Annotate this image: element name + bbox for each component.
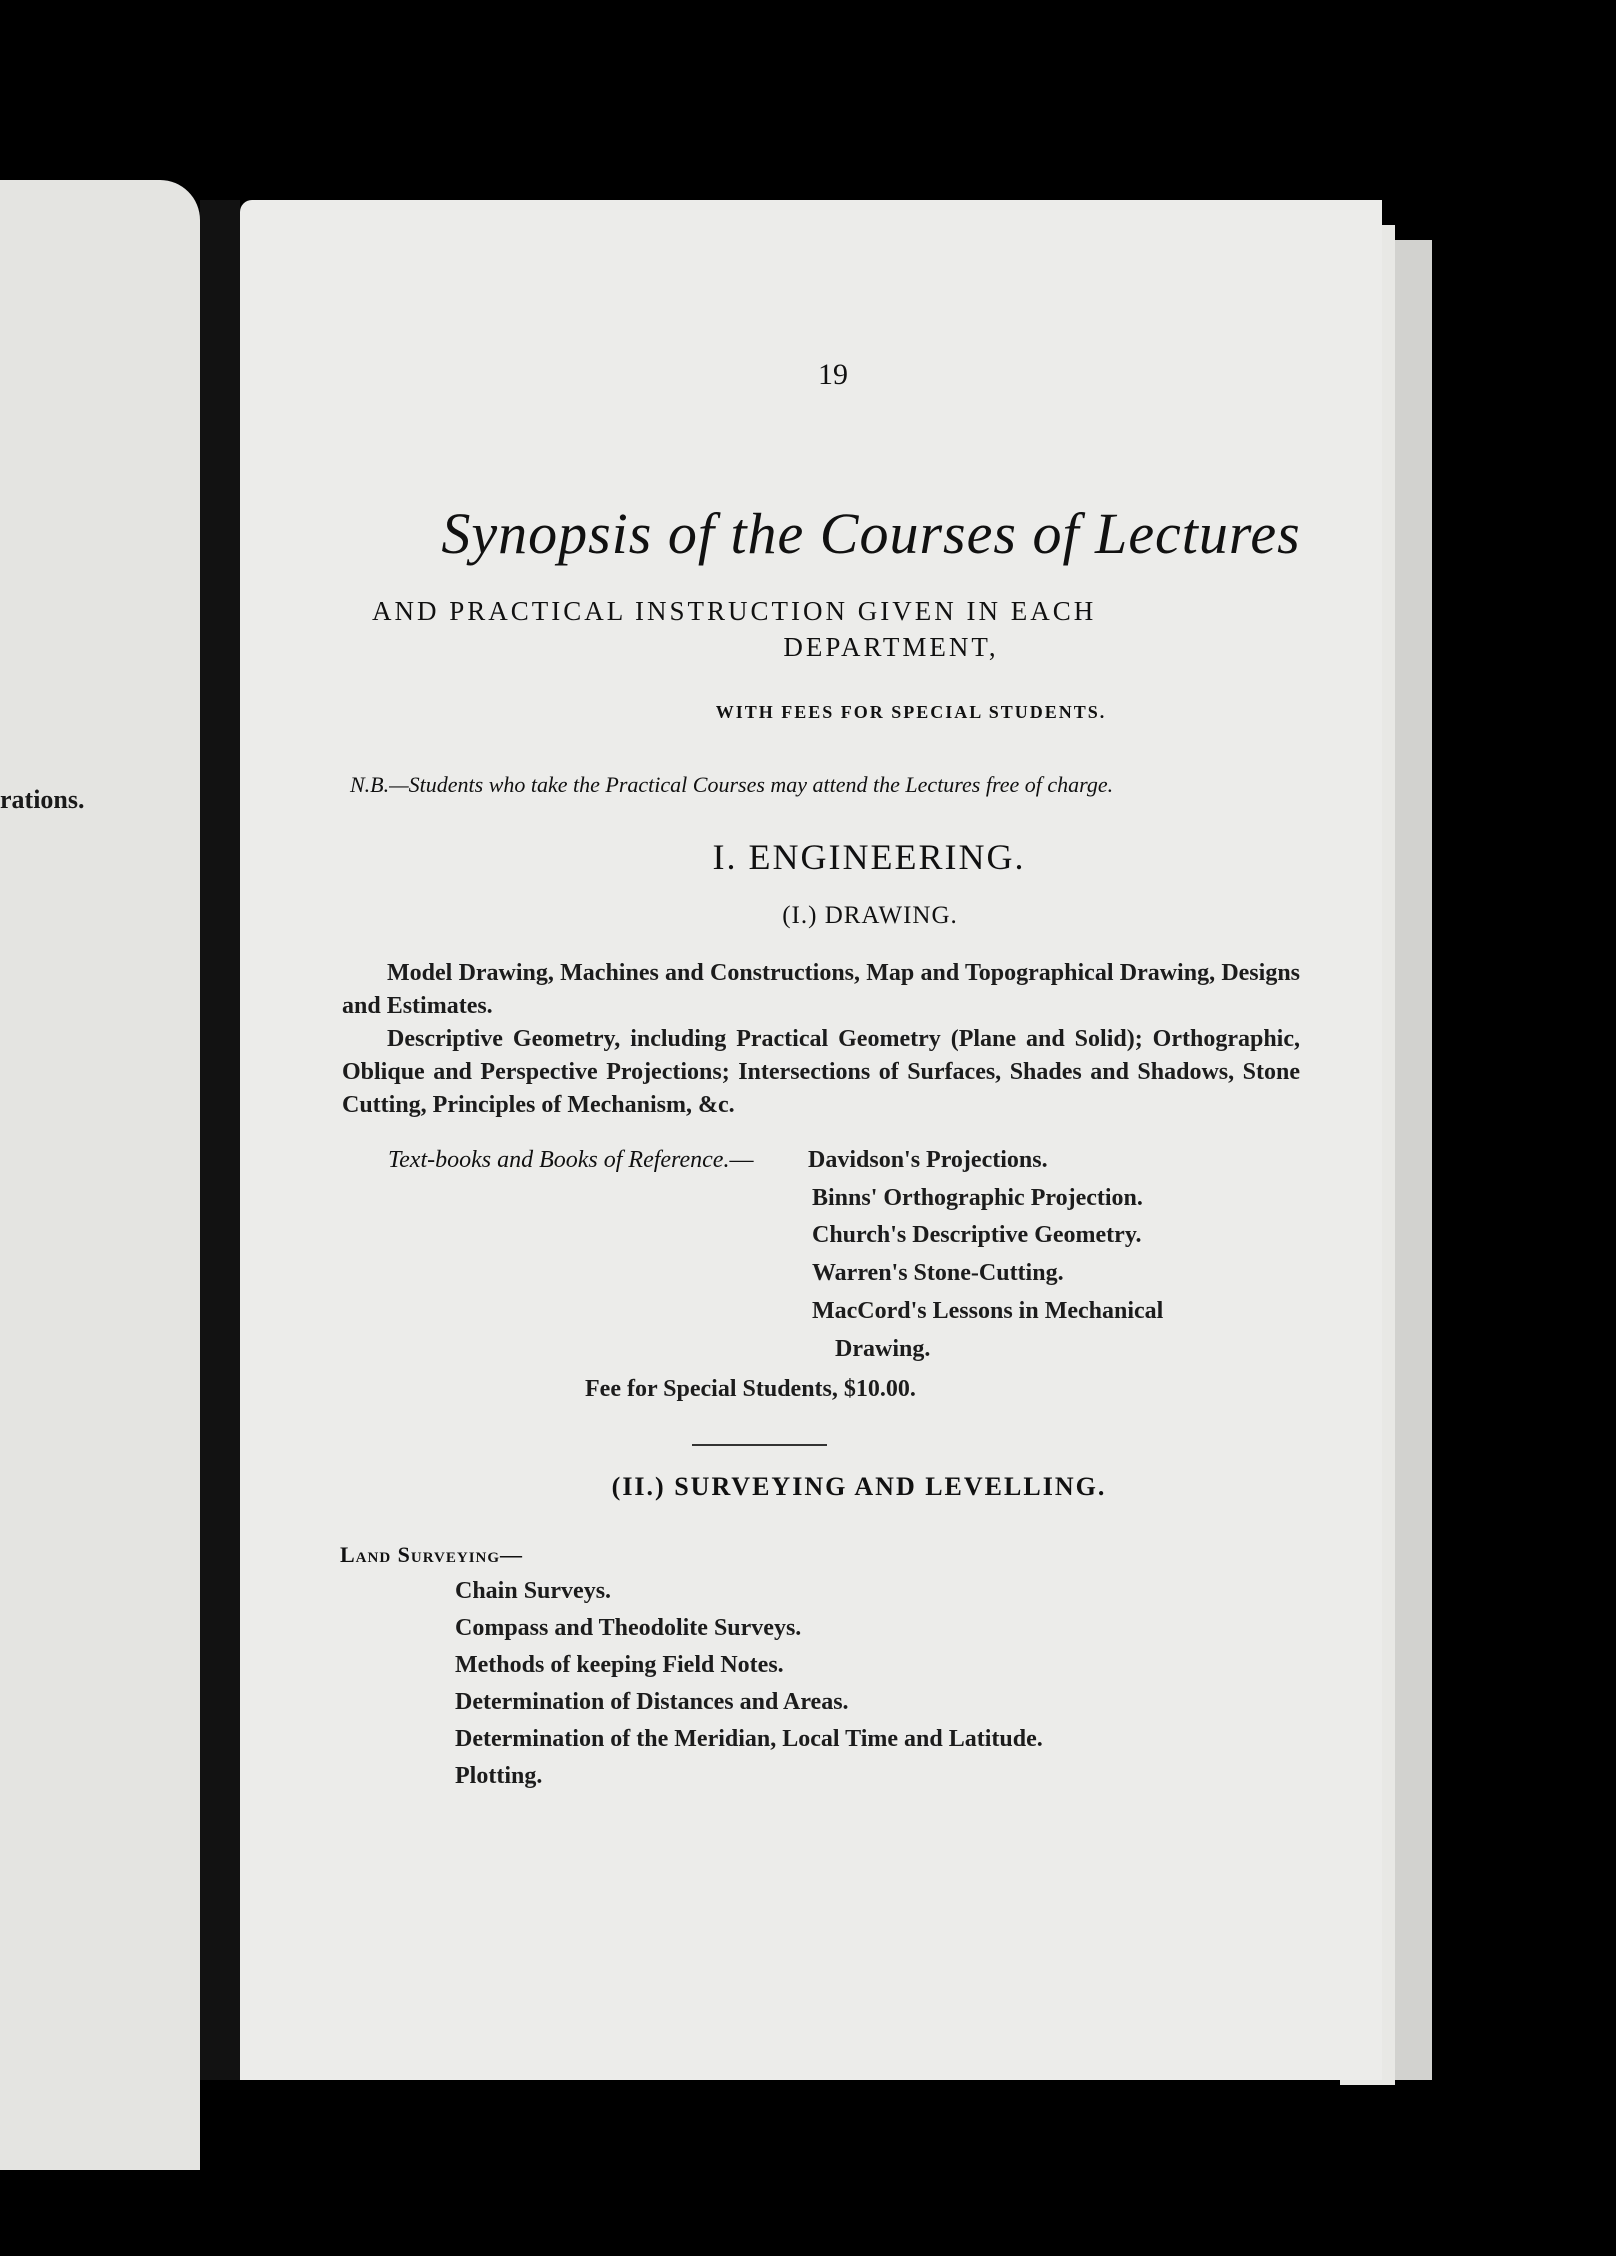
surveying-list-item: Compass and Theodolite Surveys. [455, 1615, 802, 1641]
textbook-item: MacCord's Lessons in Mechanical [812, 1298, 1164, 1324]
subtitle-line-3: WITH FEES FOR SPECIAL STUDENTS. [715, 702, 1107, 722]
surveying-list-item: Chain Surveys. [455, 1578, 612, 1604]
textbooks-label [388, 1147, 753, 1174]
drawing-paragraph-2: Descriptive Geometry, including Practical Geometry (Plane and Solid); Orthographic, Oblique and Perspective Projections; Intersections of Surfaces, Shades and Shadows, Stone Cutting, Principles of Mechanism, &c. [342, 1026, 1300, 1118]
right-page [240, 200, 1382, 2080]
page-number: 19 [818, 358, 848, 391]
textbook-item: Drawing. [835, 1336, 931, 1362]
section-heading-engineering: I. ENGINEERING. [712, 837, 1026, 877]
left-page-text-fragment: rations. [0, 785, 85, 814]
textbook-item: Binns' Orthographic Projection. [812, 1185, 1143, 1211]
textbooks-label-text: Text-books and Books of Reference. [388, 1147, 730, 1173]
subtitle-line-2: DEPARTMENT, [783, 632, 999, 662]
textbook-item: Church's Descriptive Geometry. [812, 1222, 1142, 1248]
surveying-list-item: Determination of Distances and Areas. [455, 1689, 849, 1715]
subheading-surveying: (II.) SURVEYING AND LEVELLING. [611, 1472, 1107, 1501]
surveying-list-item: Methods of keeping Field Notes. [455, 1652, 784, 1678]
drawing-paragraph-1: Model Drawing, Machines and Constructions, Map and Topographical Drawing, Designs and Estimates. [342, 960, 1300, 1019]
book-gutter [200, 200, 240, 2080]
section-divider [692, 1444, 827, 1446]
subtitle-line-1: AND PRACTICAL INSTRUCTION GIVEN IN EACH [372, 596, 1097, 626]
textbooks-label-dash: — [729, 1147, 754, 1173]
textbook-item: Davidson's Projections. [808, 1147, 1048, 1173]
land-surveying-label: Land Surveying— [340, 1542, 524, 1567]
textbook-item: Warren's Stone-Cutting. [812, 1260, 1064, 1286]
surveying-list-item: Plotting. [455, 1763, 543, 1789]
left-page [0, 180, 200, 2170]
special-student-fee: Fee for Special Students, $10.00. [585, 1376, 916, 1402]
surveying-list-item: Determination of the Meridian, Local Time and Latitude. [455, 1726, 1043, 1752]
subheading-drawing: (I.) DRAWING. [782, 902, 958, 929]
nb-note: N.B.—Students who take the Practical Courses may attend the Lectures free of charge. [350, 772, 1114, 797]
page-title: Synopsis of the Courses of Lectures [441, 501, 1301, 566]
